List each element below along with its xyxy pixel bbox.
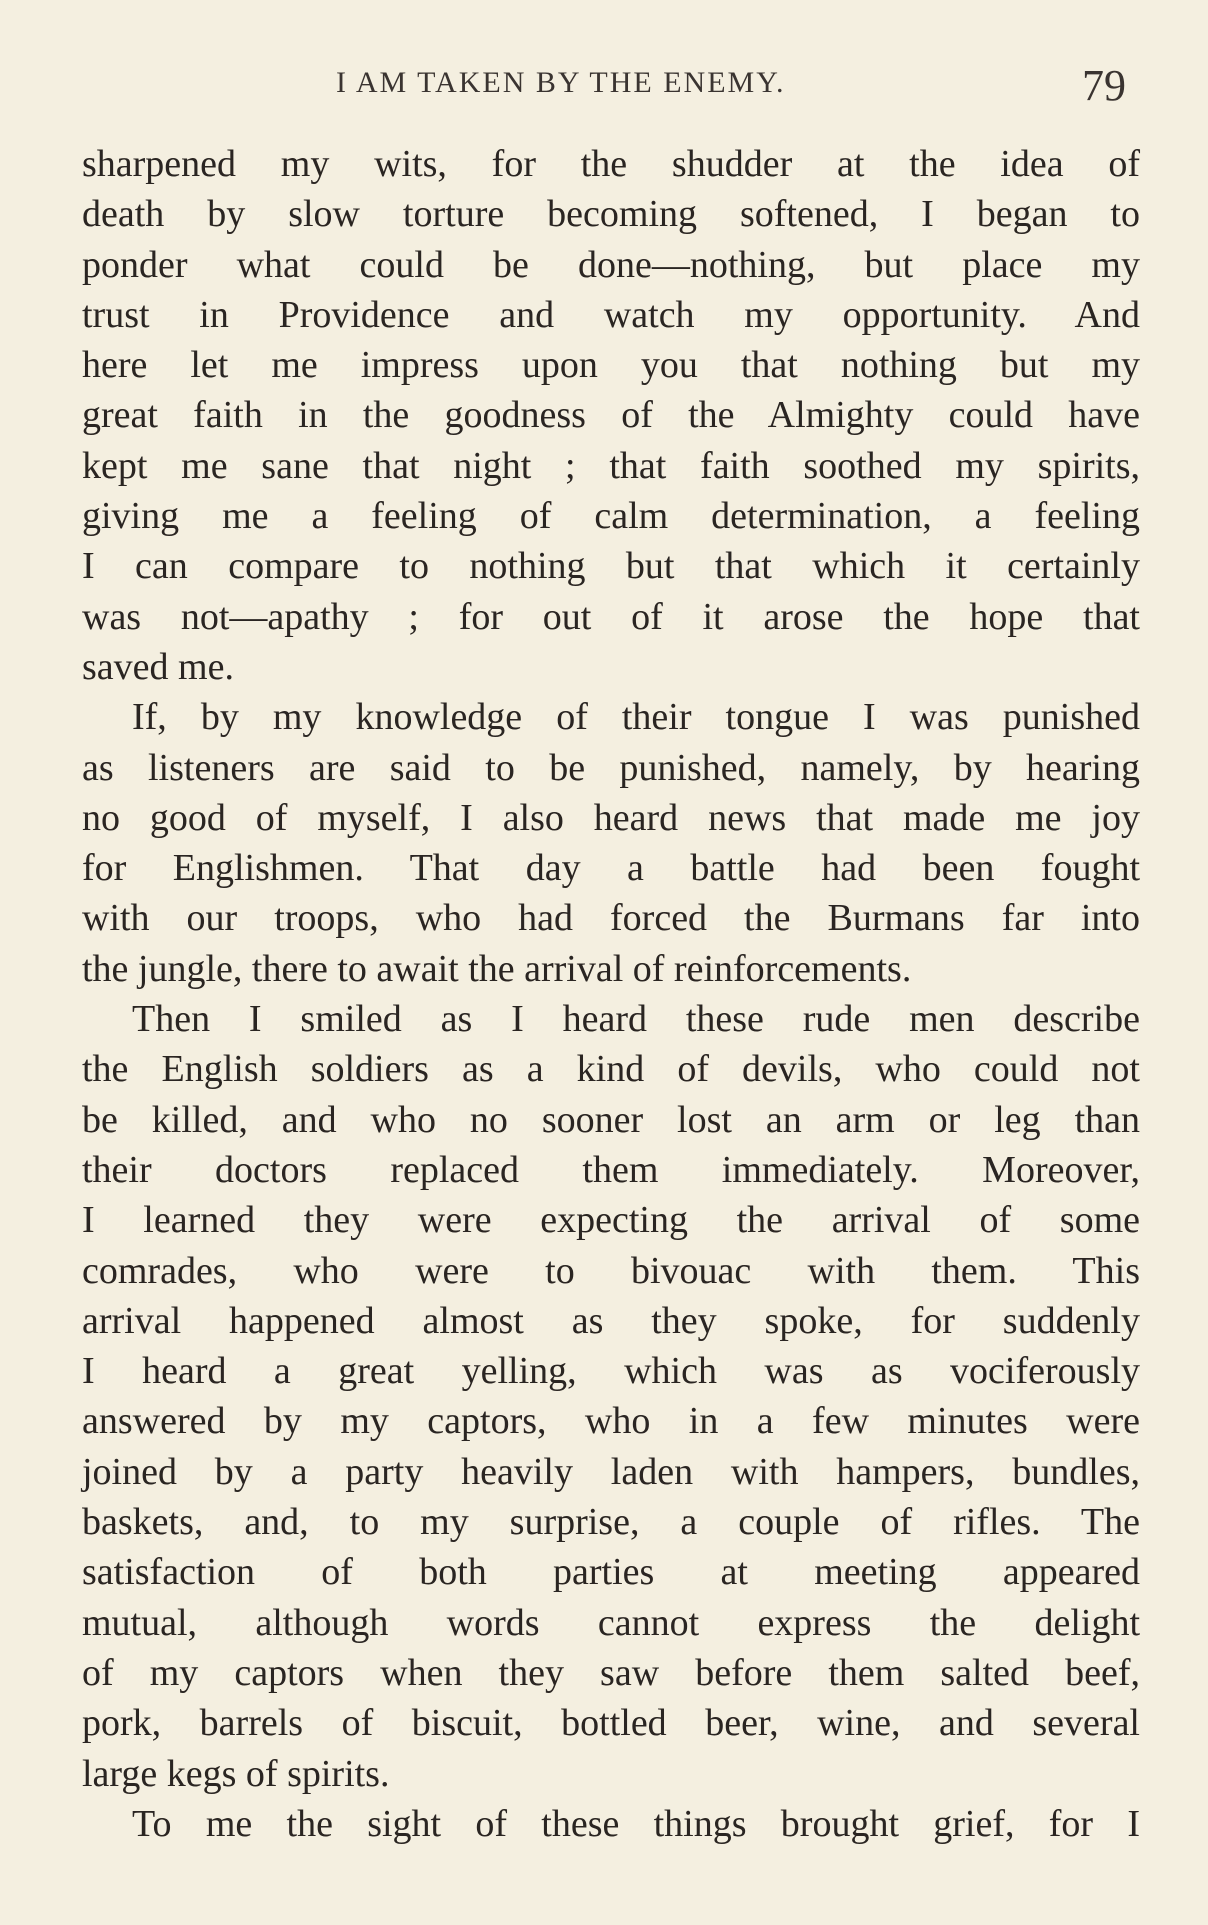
paragraph: [82, 139, 1140, 692]
paragraph: [82, 692, 1140, 994]
text-line: large kegs of spirits.: [82, 1752, 390, 1795]
text-line: the English soldiers as a kind of devils, who could not: [82, 1048, 1140, 1091]
text-line: sharpened my wits, for the shudder at the idea of: [82, 143, 1140, 185]
text-line: saved me.: [82, 645, 234, 688]
text-line: I learned they were expecting the arrival of some: [82, 1199, 1140, 1242]
text-line: arrival happened almost as they spoke, for suddenly: [82, 1299, 1140, 1342]
text-line: joined by a party heavily laden with hampers, bundles,: [82, 1450, 1140, 1493]
text-line: comrades, who were to bivouac with them. This: [82, 1249, 1140, 1292]
text-line: was not—apathy ; for out of it arose the hope that: [82, 595, 1140, 638]
text-line: the jungle, there to await the arrival of reinforcements.: [82, 947, 912, 990]
text-line: here let me impress upon you that nothing but my: [82, 344, 1140, 387]
text-line: as listeners are said to be punished, namely, by hearing: [82, 746, 1140, 789]
text-line: Then I smiled as I heard these rude men describe: [132, 998, 1140, 1041]
text-line: I can compare to nothing but that which it certainly: [82, 545, 1140, 588]
text-line: baskets, and, to my surprise, a couple of rifles. The: [82, 1501, 1140, 1544]
text-line: ponder what could be done—nothing, but place my: [82, 243, 1140, 286]
text-line: their doctors replaced them immediately. Moreover,: [82, 1148, 1140, 1191]
text-line: trust in Providence and watch my opportunity. And: [82, 293, 1140, 336]
text-line: death by slow torture becoming softened, I began to: [82, 193, 1140, 236]
running-head: [0, 60, 1208, 120]
text-line: mutual, although words cannot express the delight: [82, 1601, 1140, 1644]
text-line: no good of myself, I also heard news that made me joy: [82, 796, 1140, 839]
text-line: giving me a feeling of calm determination, a feeling: [82, 495, 1140, 538]
text-line: If, by my knowledge of their tongue I was punished: [132, 696, 1140, 739]
text-line: kept me sane that night ; that faith soothed my spirits,: [82, 444, 1140, 487]
text-line: of my captors when they saw before them salted beef,: [82, 1651, 1140, 1694]
text-line: To me the sight of these things brought grief, for I: [132, 1802, 1140, 1845]
text-line: pork, barrels of biscuit, bottled beer, wine, and several: [82, 1702, 1140, 1745]
paragraph: [82, 1799, 1140, 1849]
text-line: with our troops, who had forced the Burmans far into: [82, 897, 1140, 940]
text-line: great faith in the goodness of the Almighty could have: [82, 394, 1140, 437]
paragraph: [82, 994, 1140, 1799]
text-line: answered by my captors, who in a few minutes were: [82, 1400, 1140, 1443]
text-line: satisfaction of both parties at meeting appeared: [82, 1551, 1140, 1594]
page-number: 79: [1082, 61, 1126, 110]
body-text: [82, 139, 1140, 1849]
running-title: I AM TAKEN BY THE ENEMY.: [336, 66, 786, 99]
text-line: be killed, and who no sooner lost an arm or leg than: [82, 1098, 1140, 1141]
text-line: for Englishmen. That day a battle had been fought: [82, 847, 1140, 890]
text-line: I heard a great yelling, which was as vociferously: [82, 1350, 1140, 1393]
